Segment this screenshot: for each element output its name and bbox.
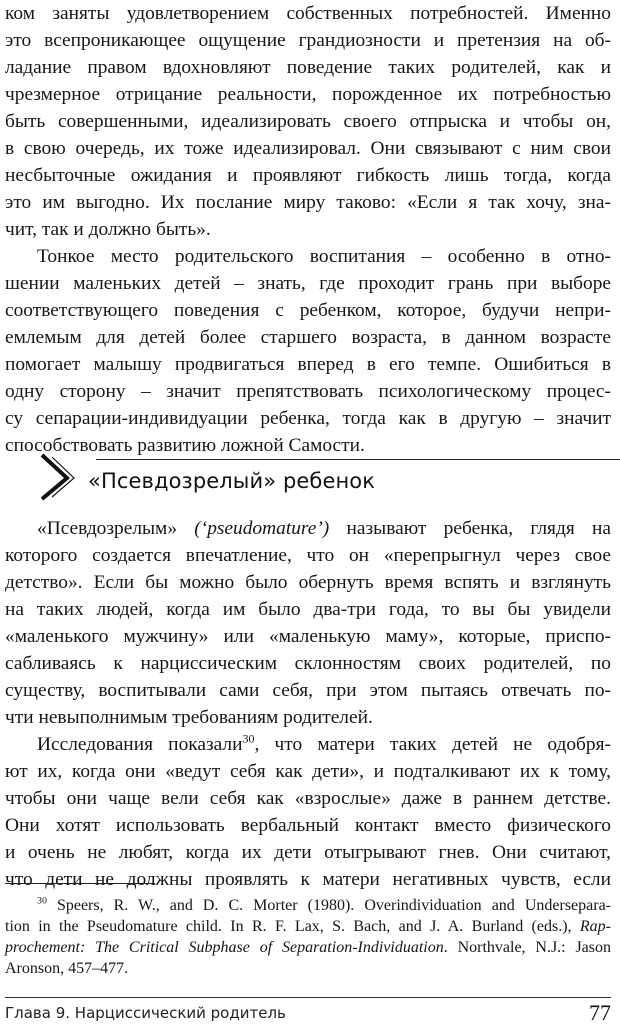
chevron-right-icon (38, 451, 80, 501)
footnote-rule (5, 883, 155, 884)
text-line: чит, так и должно быть». (5, 219, 211, 240)
text-line: несбыточные ожидания и проявляют гибкость лишь тогда, когда (5, 165, 611, 186)
top-text (5, 0, 611, 459)
text-line: Исследования показали$^{30}$, что матери таких детей не одобря- (37, 731, 611, 755)
text-line: Тонкое место родительского воспитания – особенно в отно- (37, 246, 611, 267)
text-line: ком заняты удовлетворением собственных потребностей. Именно (5, 3, 611, 24)
paragraph (5, 731, 611, 893)
text-line: одну сторону – значит препятствовать психологическому процес- (5, 381, 611, 402)
italic-term: (‘pseudomature’) (194, 518, 330, 539)
text-line: шении маленьких детей – знать, где проходит грань при выборе (5, 273, 611, 294)
text-line: ют их, когда они «ведут себя как дети», и подталкивают их к тому, (5, 761, 611, 782)
text-line: существу, воспитывали сами себя, при этом пытаясь отвечать по- (5, 680, 611, 701)
text-line: быть совершенными, идеализировать своего отпрыска и чтобы он, (5, 111, 611, 132)
text-line: чрезмерное отрицание реальности, порожденное их потребностью (5, 84, 611, 105)
footer-rule (5, 997, 611, 998)
text-line: способствовать развитию ложной Самости. (5, 435, 365, 456)
paragraph (5, 0, 611, 243)
footnote-number: 30 (37, 895, 47, 907)
text-line: су сепарации-индивидуации ребенка, тогда как в другую – значит (5, 408, 611, 429)
page-number: 77 (589, 1000, 611, 1025)
text-line: что дети не должны проявлять к матери негативных чувств, если (5, 869, 611, 890)
text-line: Они хотят использовать вербальный контакт вместо физического (5, 815, 611, 836)
text-line: чтобы они чаще вели себя как «взрослые» даже в раннем детстве. (5, 788, 611, 809)
text-line: помогает малышу продвигаться вперед в его темпе. Ошибиться в (5, 354, 611, 375)
section-header (38, 451, 620, 501)
text-line: в свою очередь, их тоже идеализировал. Они связывают с ним свои (5, 138, 611, 159)
text-line: чти невыполнимым требованиям родителей. (5, 707, 373, 728)
footnote-line: $^{30}$ Speers, R. W., and D. C. Morter (1980). Overindividuation and Undersepara- (37, 895, 611, 914)
text-line: ладание правом вдохновляют поведение таких родителей, как и (5, 57, 611, 78)
text-line: «Псевдозрелым» (‘pseudomature’) называют ребенка, глядя на (37, 518, 611, 539)
text-line: детство». Если бы можно было обернуть время вспять и взглянуть (5, 572, 611, 593)
text-line: соответствующего поведения с ребенком, которое, будучи непри- (5, 300, 611, 321)
section-text (5, 515, 611, 893)
paragraph (5, 243, 611, 459)
footnote-line: tion in the Pseudomature child. In R. F. Lax, S. Bach, and J. A. Burland (eds.), Rap- (5, 918, 611, 935)
footnote (5, 895, 611, 979)
text-line: емлемым для детей более старшего возраста, в данном возрасте (5, 327, 611, 348)
section-rule (96, 459, 620, 460)
chapter-title: Глава 9. Нарциссический родитель (5, 1004, 286, 1022)
text-line: сабливаясь к нарциссическим склонностям своих родителей, по (5, 653, 611, 674)
page-footer (5, 997, 611, 1027)
text-line: на таких людей, когда им было два-три года, то вы бы увидели (5, 599, 611, 620)
section-title: «Псевдозрелый» ребенок (88, 469, 376, 493)
footnote-line: Aronson, 457–477. (5, 960, 129, 977)
text-line: это им выгодно. Их послание миру таково: «Если я так хочу, зна- (5, 192, 611, 213)
text-line: и очень не любят, когда их дети отыгрывают гнев. Они считают, (5, 842, 611, 863)
text-line: это всепроникающее ощущение грандиозности и претензия на об- (5, 30, 611, 51)
paragraph (5, 515, 611, 731)
footnote-line: prochement: The Critical Subphase of Separation-Individuation. Northvale, N.J.: Jason (5, 939, 612, 956)
footnote-ref[interactable]: 30 (242, 731, 255, 746)
text-line: которого создается впечатление, что он «перепрыгнул через свое (5, 545, 611, 566)
text-line: «маленького мужчину» или «маленькую маму», которые, приспо- (5, 626, 611, 647)
